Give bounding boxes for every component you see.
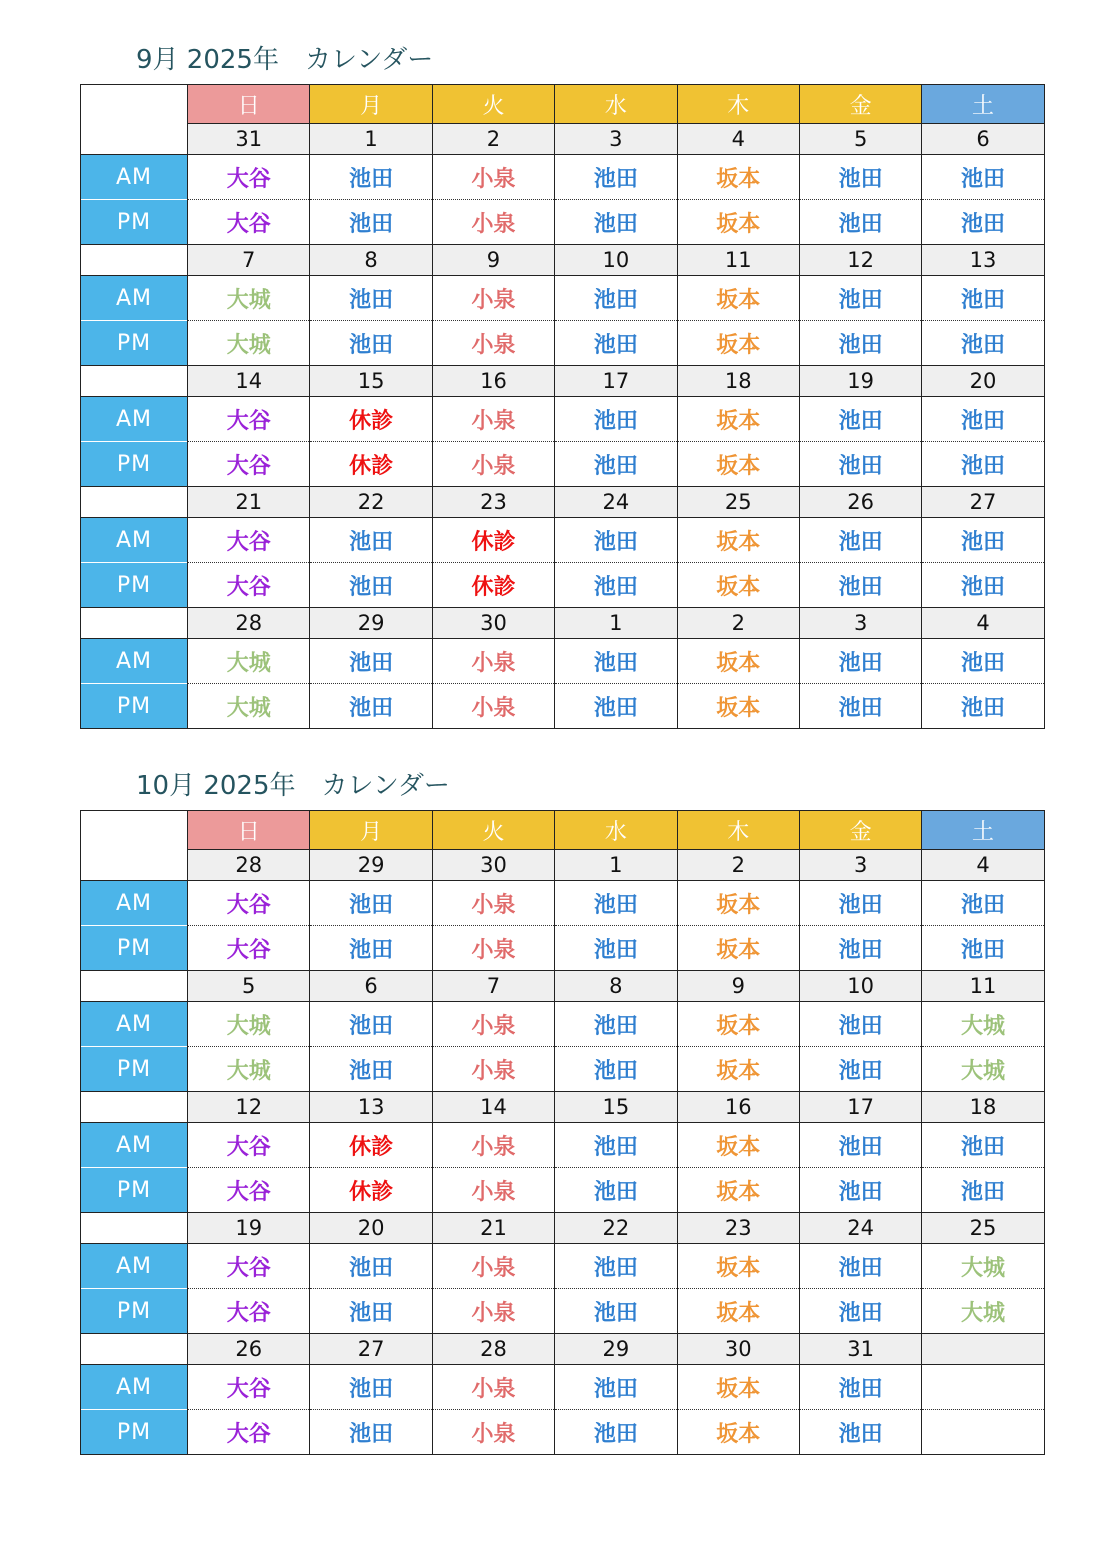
calendar-september [80,44,1044,729]
calendar-october [80,770,1044,1455]
doctor-cell: 小泉 [432,1289,554,1334]
doctor-cell: 小泉 [432,397,554,442]
date-cell: 15 [555,1092,677,1123]
date-cell: 13 [310,1092,432,1123]
date-row [81,850,1045,881]
doctor-cell: 池田 [922,639,1044,684]
date-cell: 29 [310,608,432,639]
doctor-cell: 池田 [555,321,677,366]
weekday-header: 土 [922,811,1044,850]
doctor-cell: 坂本 [677,1168,799,1213]
date-cell: 4 [922,850,1044,881]
doctor-cell: 池田 [310,1002,432,1047]
am-label: AM [81,881,188,926]
doctor-cell: 池田 [922,276,1044,321]
pm-label: PM [81,1289,188,1334]
doctor-cell: 池田 [799,1123,921,1168]
pm-row [81,1410,1045,1455]
pm-label: PM [81,1168,188,1213]
weekday-header: 火 [432,811,554,850]
am-row [81,1244,1045,1289]
date-row-label [81,1092,188,1123]
date-cell: 30 [432,608,554,639]
doctor-cell: 池田 [555,442,677,487]
doctor-cell: 小泉 [432,1002,554,1047]
doctor-cell: 大谷 [188,881,310,926]
calendar-title: 9月 2025年 カレンダー [136,45,434,75]
am-row [81,155,1045,200]
doctor-cell: 池田 [310,684,432,729]
doctor-cell: 池田 [310,1244,432,1289]
am-label: AM [81,276,188,321]
date-cell: 7 [188,245,310,276]
doctor-cell: 池田 [799,684,921,729]
date-cell: 8 [310,245,432,276]
doctor-cell: 池田 [922,200,1044,245]
weekday-header: 日 [188,811,310,850]
date-cell: 11 [677,245,799,276]
doctor-cell: 坂本 [677,881,799,926]
doctor-cell: 坂本 [677,563,799,608]
doctor-cell: 池田 [555,155,677,200]
doctor-cell: 大谷 [188,397,310,442]
pm-row [81,442,1045,487]
am-label: AM [81,397,188,442]
doctor-cell: 池田 [555,1168,677,1213]
doctor-cell: 池田 [310,926,432,971]
doctor-cell: 池田 [310,1365,432,1410]
doctor-cell: 池田 [555,397,677,442]
date-cell: 30 [677,1334,799,1365]
doctor-cell: 休診 [432,518,554,563]
doctor-cell: 池田 [555,1244,677,1289]
date-cell: 2 [677,608,799,639]
date-row-label [81,971,188,1002]
weekday-header-row [81,85,1045,124]
doctor-cell: 大城 [188,276,310,321]
date-row-label [81,850,188,881]
doctor-cell: 大城 [922,1047,1044,1092]
doctor-cell: 大谷 [188,1123,310,1168]
date-cell: 19 [188,1213,310,1244]
weekday-header: 水 [555,85,677,124]
doctor-cell: 大谷 [188,1365,310,1410]
am-row [81,397,1045,442]
date-row-label [81,245,188,276]
doctor-cell: 大谷 [188,200,310,245]
doctor-cell: 坂本 [677,1123,799,1168]
date-cell: 1 [310,124,432,155]
date-row-label [81,608,188,639]
doctor-cell: 坂本 [677,321,799,366]
doctor-cell: 池田 [922,684,1044,729]
doctor-cell: 小泉 [432,881,554,926]
doctor-cell: 大城 [922,1002,1044,1047]
am-row [81,639,1045,684]
date-cell: 7 [432,971,554,1002]
doctor-cell: 大谷 [188,563,310,608]
am-label: AM [81,639,188,684]
date-cell: 28 [432,1334,554,1365]
date-cell [922,1334,1044,1365]
doctor-cell: 池田 [310,321,432,366]
doctor-cell: 大谷 [188,155,310,200]
doctor-cell: 池田 [555,1002,677,1047]
schedule-table [80,810,1045,1455]
date-cell: 3 [799,608,921,639]
doctor-cell: 坂本 [677,200,799,245]
pm-label: PM [81,1410,188,1455]
pm-label: PM [81,321,188,366]
doctor-cell: 池田 [799,563,921,608]
date-cell: 31 [188,124,310,155]
corner-cell [81,85,188,124]
am-row [81,1123,1045,1168]
am-label: AM [81,518,188,563]
doctor-cell: 小泉 [432,321,554,366]
date-cell: 17 [555,366,677,397]
doctor-cell: 池田 [799,200,921,245]
doctor-cell: 小泉 [432,276,554,321]
date-cell: 22 [555,1213,677,1244]
date-cell: 22 [310,487,432,518]
date-cell: 3 [555,124,677,155]
doctor-cell: 小泉 [432,1123,554,1168]
doctor-cell: 池田 [310,881,432,926]
date-row [81,245,1045,276]
date-cell: 10 [555,245,677,276]
date-cell: 18 [922,1092,1044,1123]
date-cell: 16 [432,366,554,397]
doctor-cell: 坂本 [677,639,799,684]
doctor-cell: 小泉 [432,442,554,487]
date-row-label [81,366,188,397]
pm-row [81,684,1045,729]
doctor-cell: 大城 [188,321,310,366]
date-row-label [81,487,188,518]
date-cell: 10 [799,971,921,1002]
doctor-cell: 坂本 [677,518,799,563]
doctor-cell: 休診 [310,1168,432,1213]
date-cell: 20 [310,1213,432,1244]
doctor-cell: 池田 [555,926,677,971]
doctor-cell: 池田 [799,1047,921,1092]
doctor-cell: 小泉 [432,1047,554,1092]
doctor-cell: 大谷 [188,518,310,563]
doctor-cell: 小泉 [432,1410,554,1455]
pm-row [81,200,1045,245]
date-row [81,1092,1045,1123]
doctor-cell: 大城 [922,1244,1044,1289]
doctor-cell: 池田 [799,155,921,200]
date-row-label [81,124,188,155]
date-cell: 14 [188,366,310,397]
date-cell: 27 [310,1334,432,1365]
doctor-cell: 池田 [799,926,921,971]
date-cell: 13 [922,245,1044,276]
doctor-cell: 池田 [310,1289,432,1334]
date-cell: 9 [677,971,799,1002]
doctor-cell: 小泉 [432,639,554,684]
date-cell: 25 [922,1213,1044,1244]
weekday-header: 日 [188,85,310,124]
date-cell: 12 [799,245,921,276]
date-cell: 29 [555,1334,677,1365]
doctor-cell: 大城 [188,1047,310,1092]
am-row [81,1002,1045,1047]
doctor-cell: 小泉 [432,1365,554,1410]
doctor-cell: 池田 [922,518,1044,563]
pm-label: PM [81,1047,188,1092]
doctor-cell: 池田 [310,563,432,608]
doctor-cell: 池田 [555,200,677,245]
date-cell: 3 [799,850,921,881]
doctor-cell: 大城 [188,1002,310,1047]
am-row [81,1365,1045,1410]
doctor-cell: 池田 [555,1123,677,1168]
weekday-header-row [81,811,1045,850]
date-cell: 12 [188,1092,310,1123]
doctor-cell: 坂本 [677,155,799,200]
weekday-header: 土 [922,85,1044,124]
doctor-cell: 大城 [188,684,310,729]
doctor-cell [922,1410,1044,1455]
doctor-cell: 休診 [432,563,554,608]
doctor-cell: 池田 [799,881,921,926]
schedule-table [80,84,1045,729]
pm-row [81,321,1045,366]
doctor-cell: 池田 [922,1123,1044,1168]
date-cell: 28 [188,608,310,639]
doctor-cell: 坂本 [677,1002,799,1047]
doctor-cell: 池田 [922,397,1044,442]
doctor-cell: 大谷 [188,1168,310,1213]
date-cell: 1 [555,850,677,881]
doctor-cell: 大城 [188,639,310,684]
doctor-cell: 池田 [555,276,677,321]
doctor-cell: 池田 [799,518,921,563]
doctor-cell: 池田 [310,1047,432,1092]
doctor-cell: 小泉 [432,1168,554,1213]
am-label: AM [81,1002,188,1047]
calendar-title: 10月 2025年 カレンダー [136,771,450,801]
pm-label: PM [81,563,188,608]
doctor-cell: 池田 [799,442,921,487]
doctor-cell: 池田 [310,1410,432,1455]
weekday-header: 月 [310,811,432,850]
pm-row [81,926,1045,971]
date-cell: 4 [677,124,799,155]
date-cell: 14 [432,1092,554,1123]
doctor-cell: 池田 [555,639,677,684]
date-cell: 28 [188,850,310,881]
doctor-cell: 坂本 [677,926,799,971]
date-cell: 16 [677,1092,799,1123]
date-cell: 18 [677,366,799,397]
date-cell: 21 [432,1213,554,1244]
doctor-cell: 小泉 [432,1244,554,1289]
date-cell: 4 [922,608,1044,639]
doctor-cell: 池田 [310,518,432,563]
doctor-cell: 小泉 [432,926,554,971]
doctor-cell: 大谷 [188,442,310,487]
doctor-cell: 坂本 [677,1289,799,1334]
am-row [81,276,1045,321]
doctor-cell: 池田 [799,1244,921,1289]
date-row [81,608,1045,639]
date-cell: 8 [555,971,677,1002]
date-cell: 15 [310,366,432,397]
doctor-cell: 池田 [799,397,921,442]
doctor-cell: 池田 [310,639,432,684]
doctor-cell: 池田 [555,1410,677,1455]
doctor-cell: 池田 [922,563,1044,608]
doctor-cell: 池田 [922,442,1044,487]
date-cell: 24 [555,487,677,518]
doctor-cell: 坂本 [677,1047,799,1092]
date-cell: 23 [677,1213,799,1244]
am-label: AM [81,1365,188,1410]
weekday-header: 金 [799,85,921,124]
pm-label: PM [81,442,188,487]
doctor-cell: 池田 [555,1047,677,1092]
doctor-cell: 大城 [922,1289,1044,1334]
pm-label: PM [81,926,188,971]
doctor-cell: 小泉 [432,684,554,729]
doctor-cell: 池田 [555,1289,677,1334]
date-cell: 9 [432,245,554,276]
am-label: AM [81,1244,188,1289]
doctor-cell: 池田 [555,1365,677,1410]
doctor-cell: 池田 [555,684,677,729]
pm-row [81,1047,1045,1092]
am-row [81,881,1045,926]
date-row [81,971,1045,1002]
weekday-header: 水 [555,811,677,850]
date-cell: 19 [799,366,921,397]
doctor-cell: 坂本 [677,1410,799,1455]
date-cell: 11 [922,971,1044,1002]
doctor-cell: 大谷 [188,1244,310,1289]
doctor-cell: 坂本 [677,684,799,729]
doctor-cell: 池田 [922,1168,1044,1213]
doctor-cell: 坂本 [677,397,799,442]
doctor-cell: 大谷 [188,1410,310,1455]
date-cell: 23 [432,487,554,518]
date-cell: 5 [188,971,310,1002]
weekday-header: 火 [432,85,554,124]
date-cell: 24 [799,1213,921,1244]
date-cell: 26 [188,1334,310,1365]
date-cell: 31 [799,1334,921,1365]
date-cell: 6 [922,124,1044,155]
doctor-cell: 池田 [310,276,432,321]
date-cell: 21 [188,487,310,518]
date-row-label [81,1334,188,1365]
date-cell: 2 [677,850,799,881]
doctor-cell: 池田 [799,321,921,366]
doctor-cell: 池田 [799,1289,921,1334]
date-cell: 29 [310,850,432,881]
doctor-cell: 池田 [310,200,432,245]
doctor-cell: 池田 [799,1365,921,1410]
date-cell: 6 [310,971,432,1002]
doctor-cell: 池田 [922,881,1044,926]
doctor-cell: 坂本 [677,1244,799,1289]
weekday-header: 月 [310,85,432,124]
date-cell: 17 [799,1092,921,1123]
doctor-cell: 休診 [310,1123,432,1168]
am-label: AM [81,1123,188,1168]
doctor-cell: 池田 [310,155,432,200]
date-row [81,1334,1045,1365]
pm-row [81,1168,1045,1213]
date-cell: 30 [432,850,554,881]
date-cell: 26 [799,487,921,518]
doctor-cell: 坂本 [677,1365,799,1410]
date-cell: 1 [555,608,677,639]
doctor-cell: 池田 [922,321,1044,366]
date-row [81,366,1045,397]
doctor-cell: 池田 [799,276,921,321]
pm-label: PM [81,200,188,245]
doctor-cell: 池田 [799,1410,921,1455]
date-row [81,487,1045,518]
doctor-cell: 休診 [310,397,432,442]
doctor-cell: 池田 [555,881,677,926]
doctor-cell: 小泉 [432,155,554,200]
doctor-cell: 池田 [922,926,1044,971]
am-row [81,518,1045,563]
doctor-cell: 坂本 [677,276,799,321]
doctor-cell: 休診 [310,442,432,487]
date-row [81,1213,1045,1244]
doctor-cell: 小泉 [432,200,554,245]
pm-row [81,1289,1045,1334]
doctor-cell: 池田 [799,639,921,684]
date-cell: 2 [432,124,554,155]
date-cell: 5 [799,124,921,155]
doctor-cell: 大谷 [188,926,310,971]
corner-cell [81,811,188,850]
weekday-header: 木 [677,85,799,124]
doctor-cell: 池田 [555,563,677,608]
weekday-header: 木 [677,811,799,850]
date-row-label [81,1213,188,1244]
doctor-cell: 大谷 [188,1289,310,1334]
doctor-cell: 池田 [799,1168,921,1213]
doctor-cell: 池田 [922,155,1044,200]
date-cell: 25 [677,487,799,518]
doctor-cell [922,1365,1044,1410]
date-cell: 20 [922,366,1044,397]
date-cell: 27 [922,487,1044,518]
doctor-cell: 池田 [799,1002,921,1047]
am-label: AM [81,155,188,200]
date-row [81,124,1045,155]
weekday-header: 金 [799,811,921,850]
pm-label: PM [81,684,188,729]
pm-row [81,563,1045,608]
doctor-cell: 池田 [555,518,677,563]
doctor-cell: 坂本 [677,442,799,487]
